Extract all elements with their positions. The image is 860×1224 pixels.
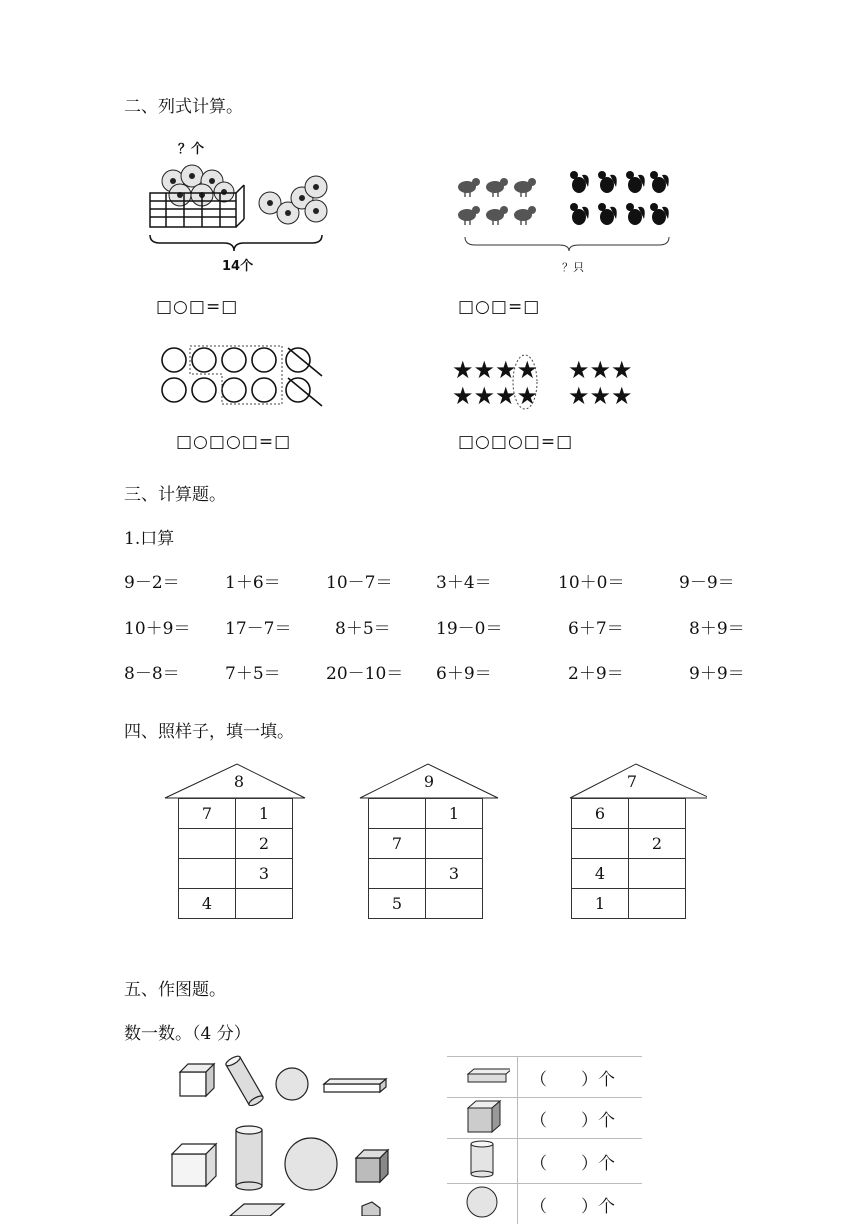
house-cell: 7 xyxy=(179,799,236,829)
equation: 17－7＝ xyxy=(225,614,291,639)
house-cell xyxy=(179,859,236,889)
stars-figure xyxy=(450,352,640,412)
equation: 8－8＝ xyxy=(124,659,180,684)
soccer-balls-figure xyxy=(140,155,340,260)
cube-icon xyxy=(462,1098,502,1134)
count-blank[interactable]: （ ）个 xyxy=(518,1057,643,1098)
svg-text:★★★★: ★★★★ xyxy=(452,356,538,384)
equation: 2＋9＝ xyxy=(568,659,624,684)
table-row xyxy=(447,1139,642,1184)
cube-icon xyxy=(362,1202,380,1216)
house-cell xyxy=(629,799,686,829)
cylinder-icon xyxy=(236,1126,262,1190)
house-cell: 7 xyxy=(369,829,426,859)
equation: 1＋6＝ xyxy=(225,568,281,593)
equation: 10－7＝ xyxy=(326,568,392,593)
house-cell xyxy=(179,829,236,859)
section2-title: 二、列式计算。 xyxy=(124,92,243,117)
sphere-icon xyxy=(276,1068,308,1100)
problem1-top-label: ？个 xyxy=(178,138,204,157)
svg-text:★★★: ★★★ xyxy=(568,356,633,384)
house-cell: 1 xyxy=(572,889,629,919)
equation: 10＋0＝ xyxy=(558,568,624,593)
svg-text:★★★: ★★★ xyxy=(568,382,633,410)
house-cell xyxy=(369,859,426,889)
problem2-bottom-label: ？只 xyxy=(562,259,584,275)
oral-calc-label: 1.口算 xyxy=(124,524,174,549)
cuboid-icon xyxy=(324,1079,386,1092)
house-top-number: 7 xyxy=(557,772,707,791)
equation: 6＋9＝ xyxy=(436,659,492,684)
house-cell xyxy=(426,889,483,919)
equation: 7＋5＝ xyxy=(225,659,281,684)
house-cell xyxy=(629,889,686,919)
house-cell: 2 xyxy=(236,829,293,859)
house-top-number: 9 xyxy=(354,772,504,791)
problem1-bottom-label: 14个 xyxy=(222,255,253,274)
table-row xyxy=(447,1098,642,1139)
cylinder-icon xyxy=(467,1139,497,1179)
house-cell xyxy=(236,889,293,919)
house-cell: 1 xyxy=(236,799,293,829)
house-cell: 4 xyxy=(572,859,629,889)
table-row xyxy=(447,1057,642,1098)
circles-figure xyxy=(152,340,332,412)
equation: 9－2＝ xyxy=(124,568,180,593)
section3-title: 三、计算题。 xyxy=(124,480,226,505)
solid-shapes-figure xyxy=(166,1052,406,1216)
problem2-formula: □○□=□ xyxy=(458,297,540,317)
table-row xyxy=(447,1184,642,1224)
equation: 8＋5＝ xyxy=(335,614,391,639)
cube-icon xyxy=(356,1150,388,1182)
equation: 6＋7＝ xyxy=(568,614,624,639)
problem4-formula: □○□○□=□ xyxy=(458,432,573,452)
problem3-formula: □○□○□=□ xyxy=(176,432,291,452)
house-grid xyxy=(571,798,686,919)
equation: 3＋4＝ xyxy=(436,568,492,593)
cuboid-icon xyxy=(230,1204,284,1216)
house-cell: 3 xyxy=(426,859,483,889)
house-cell: 1 xyxy=(426,799,483,829)
equation: 9＋9＝ xyxy=(689,659,745,684)
house-top-number: 8 xyxy=(164,772,314,791)
cylinder-icon xyxy=(225,1054,265,1107)
chickens-figure xyxy=(455,165,675,255)
cube-icon xyxy=(172,1144,216,1186)
problem1-formula: □○□=□ xyxy=(156,297,238,317)
sphere-icon xyxy=(464,1184,500,1220)
count-instruction: 数一数。（4 分） xyxy=(124,1019,251,1044)
svg-text:★★★★: ★★★★ xyxy=(452,382,538,410)
equation: 9－9＝ xyxy=(679,568,735,593)
section5-title: 五、作图题。 xyxy=(124,975,226,1000)
count-blank[interactable]: （ ）个 xyxy=(518,1098,643,1139)
house-cell: 6 xyxy=(572,799,629,829)
equation: 10＋9＝ xyxy=(124,614,190,639)
count-blank[interactable]: （ ）个 xyxy=(518,1184,643,1224)
sphere-icon xyxy=(285,1138,337,1190)
count-table xyxy=(447,1056,642,1224)
house-cell: 2 xyxy=(629,829,686,859)
count-blank[interactable]: （ ）个 xyxy=(518,1139,643,1184)
house-cell xyxy=(369,799,426,829)
cube-icon xyxy=(180,1064,214,1096)
section4-title: 四、照样子，填一填。 xyxy=(124,717,294,742)
equation: 19－0＝ xyxy=(436,614,502,639)
house-cell: 4 xyxy=(179,889,236,919)
cuboid-icon xyxy=(454,1064,510,1086)
equation: 8＋9＝ xyxy=(689,614,745,639)
house-cell xyxy=(426,829,483,859)
house-grid xyxy=(178,798,293,919)
house-cell xyxy=(572,829,629,859)
house-cell xyxy=(629,859,686,889)
house-cell: 5 xyxy=(369,889,426,919)
equation: 20－10＝ xyxy=(326,659,403,684)
house-grid xyxy=(368,798,483,919)
house-cell: 3 xyxy=(236,859,293,889)
